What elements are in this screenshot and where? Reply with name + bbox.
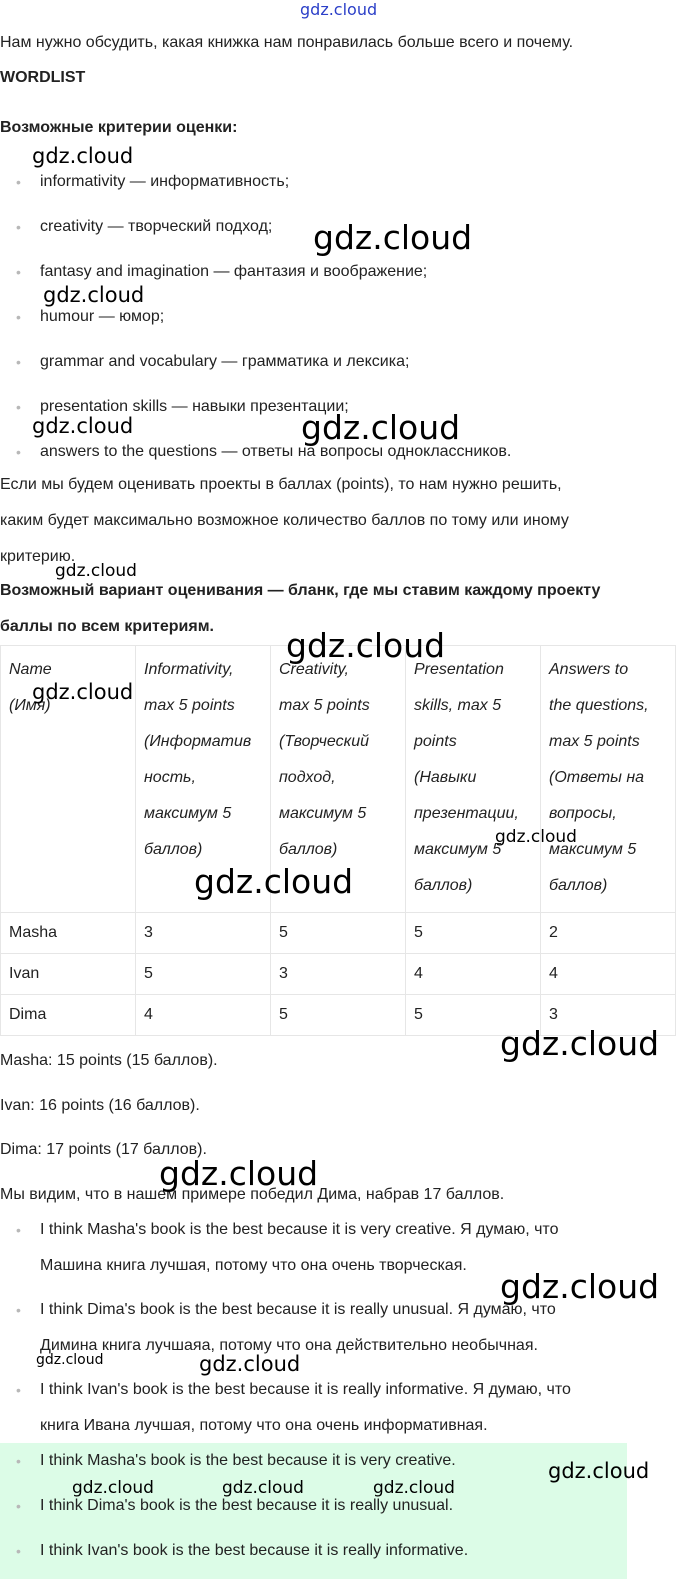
- cell-answers: 3: [541, 995, 676, 1036]
- criteria-heading: Возможные критерии оценки:: [0, 119, 238, 136]
- watermark: gdz.cloud: [55, 561, 137, 581]
- cell-name: Ivan: [1, 954, 136, 995]
- watermark: gdz.cloud: [300, 0, 378, 19]
- watermark: gdz.cloud: [32, 144, 134, 168]
- cell-presentation: 5: [406, 995, 541, 1036]
- cell-informativity: 3: [136, 913, 271, 954]
- list-item: • creativity — творческий подход;: [0, 209, 511, 254]
- watermark: gdz.cloud: [36, 1352, 104, 1368]
- watermark: gdz.cloud: [43, 283, 145, 307]
- list-item: • informativity — информативность;: [0, 164, 511, 209]
- watermark: gdz.cloud: [32, 680, 134, 704]
- cell-answers: 4: [541, 954, 676, 995]
- list-item: • I think Masha's book is the best because it is very creative.: [0, 1443, 468, 1488]
- watermark: gdz.cloud: [495, 827, 577, 847]
- cell-name: Dima: [1, 995, 136, 1036]
- watermark: gdz.cloud: [500, 1267, 660, 1306]
- header-answers: Answers to the questions, max 5 points (Ответы на вопросы, максимум 5 баллов): [541, 646, 676, 913]
- total-ivan: Ivan: 16 points (16 баллов).: [0, 1097, 200, 1114]
- header-name: Name (Имя): [1, 646, 136, 913]
- header-informativity: Informativity, max 5 points (Информатив ность, максимум 5 баллов): [136, 646, 271, 913]
- paragraph-line: критерию.: [0, 548, 76, 565]
- list-item: • I think Masha's book is the best because it is very creative. Я думаю, что Машина книга лучшая, потому что она очень творческая.: [0, 1212, 680, 1284]
- points-paragraph: [0, 467, 569, 575]
- list-item: • I think Ivan's book is the best because it is really informative.: [0, 1533, 468, 1578]
- watermark: gdz.cloud: [301, 408, 461, 447]
- watermark: gdz.cloud: [72, 1478, 154, 1498]
- heading-line: Возможный вариант оценивания — бланк, где мы ставим каждому проекту: [0, 582, 601, 599]
- cell-creativity: 5: [271, 995, 406, 1036]
- list-item: • humour — юмор;: [0, 299, 511, 344]
- list-item: • I think Dima's book is the best because it is really unusual.: [0, 1488, 468, 1533]
- total-masha: Masha: 15 points (15 баллов).: [0, 1052, 218, 1069]
- cell-creativity: 5: [271, 913, 406, 954]
- cell-presentation: 5: [406, 913, 541, 954]
- watermark: gdz.cloud: [548, 1459, 650, 1483]
- cell-informativity: 5: [136, 954, 271, 995]
- cell-answers: 2: [541, 913, 676, 954]
- watermark: gdz.cloud: [500, 1024, 660, 1063]
- header-creativity: Creativity, max 5 points (Творческий подход, максимум 5 баллов): [271, 646, 406, 913]
- winner-text: Мы видим, что в нашем примере победил Дима, набрав 17 баллов.: [0, 1186, 505, 1203]
- watermark: gdz.cloud: [32, 414, 134, 438]
- watermark: gdz.cloud: [373, 1478, 455, 1498]
- list-item: • answers to the questions — ответы на вопросы одноклассников.: [0, 434, 511, 479]
- paragraph-line: Если мы будем оценивать проекты в баллах (points), то нам нужно решить,: [0, 476, 562, 493]
- list-item: • I think Ivan's book is the best because it is really informative. Я думаю, что книга Ивана лучшая, потому что она очень информативная.: [0, 1372, 680, 1444]
- cell-informativity: 4: [136, 995, 271, 1036]
- watermark: gdz.cloud: [286, 626, 446, 665]
- watermark: gdz.cloud: [313, 218, 473, 257]
- list-item: • I think Dima's book is the best because it is really unusual. Я думаю, что Димина книга лучшаяа, потому что она действительно необычная.: [0, 1292, 680, 1364]
- reasons-list: [0, 1212, 680, 1452]
- summary-list: [0, 1443, 468, 1578]
- table-row: [1, 954, 676, 995]
- watermark: gdz.cloud: [159, 1154, 319, 1193]
- header-presentation: Presentation skills, max 5 points (Навыки презентации, максимум 5 баллов): [406, 646, 541, 913]
- table-row: [1, 913, 676, 954]
- heading-line: баллы по всем критериям.: [0, 618, 214, 635]
- watermark: gdz.cloud: [194, 862, 354, 901]
- list-item: • grammar and vocabulary — грамматика и лексика;: [0, 344, 511, 389]
- cell-presentation: 4: [406, 954, 541, 995]
- intro-text: Нам нужно обсудить, какая книжка нам понравилась больше всего и почему.: [0, 34, 574, 51]
- total-dima: Dima: 17 points (17 баллов).: [0, 1141, 207, 1158]
- list-item: • presentation skills — навыки презентации;: [0, 389, 511, 434]
- cell-name: Masha: [1, 913, 136, 954]
- watermark: gdz.cloud: [199, 1352, 301, 1376]
- wordlist-heading: WORDLIST: [0, 69, 86, 86]
- watermark: gdz.cloud: [222, 1478, 304, 1498]
- cell-creativity: 3: [271, 954, 406, 995]
- list-item: • fantasy and imagination — фантазия и воображение;: [0, 254, 511, 299]
- paragraph-line: каким будет максимально возможное количество баллов по тому или иному: [0, 512, 569, 529]
